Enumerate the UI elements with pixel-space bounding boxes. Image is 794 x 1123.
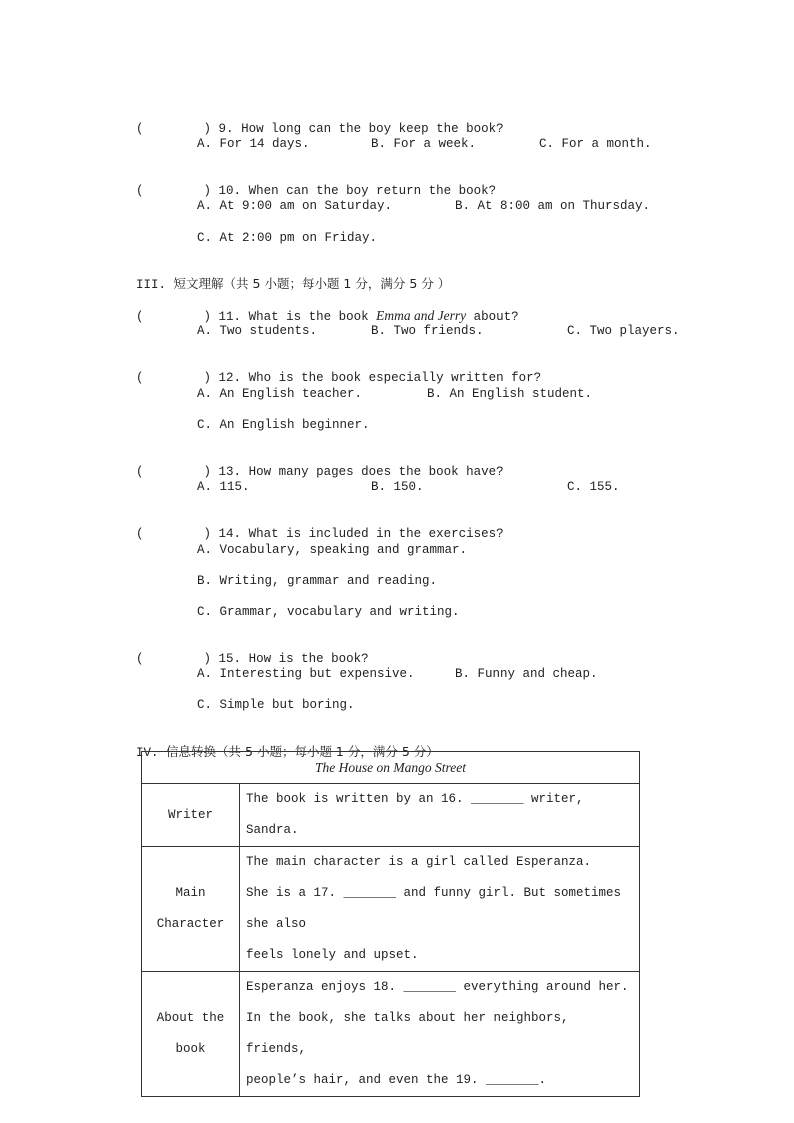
row-label bbox=[142, 784, 240, 847]
table-title-cell bbox=[142, 752, 640, 784]
row-content-line: people’s hair, and even the 19. _______. bbox=[246, 1073, 547, 1087]
question-number: 10. bbox=[218, 184, 242, 198]
row-label-text: book bbox=[175, 1042, 206, 1056]
answer-paren: ( ) bbox=[136, 652, 212, 666]
question-number: 12. bbox=[218, 371, 242, 385]
row-label-text: Writer bbox=[167, 807, 213, 822]
row-content-line: feels lonely and upset. bbox=[246, 948, 419, 962]
question-9 bbox=[121, 105, 504, 137]
question-text: What is included in the exercises? bbox=[248, 527, 504, 541]
row-content-line: She is a 17. _______ and funny girl. But sometimes she also bbox=[246, 886, 622, 931]
row-label bbox=[142, 847, 240, 972]
row-label bbox=[142, 972, 240, 1097]
option-c: C. 155. bbox=[567, 480, 620, 494]
answer-paren: ( ) bbox=[136, 184, 212, 198]
question-number: 9. bbox=[218, 122, 234, 136]
table-title: The House on Mango Street bbox=[315, 759, 466, 775]
answer-paren: ( ) bbox=[136, 527, 212, 541]
question-number: 11. bbox=[218, 310, 242, 324]
option-b: B. Two friends. bbox=[371, 324, 484, 338]
question-text: How long can the boy keep the book? bbox=[241, 122, 504, 136]
question-text: What is the book bbox=[248, 310, 369, 324]
option-b: B. For a week. bbox=[371, 137, 477, 151]
question-14 bbox=[121, 510, 504, 542]
answer-paren: ( ) bbox=[136, 465, 212, 479]
section-title: 短文理解（共 5 小题；每小题 1 分，满分 5 分 ） bbox=[173, 276, 451, 291]
option-a: A. 115. bbox=[197, 480, 250, 494]
answer-paren: ( ) bbox=[136, 310, 212, 324]
question-10 bbox=[121, 167, 496, 199]
option-c: C. At 2:00 pm on Friday. bbox=[197, 231, 378, 245]
option-a: A. Two students. bbox=[197, 324, 318, 338]
option-a: A. At 9:00 am on Saturday. bbox=[197, 199, 393, 213]
row-content bbox=[240, 972, 640, 1097]
row-label-text: About the bbox=[156, 1011, 225, 1025]
question-text-end: about? bbox=[473, 310, 519, 324]
question-number: 13. bbox=[218, 465, 242, 479]
table-row bbox=[142, 847, 640, 972]
question-12 bbox=[121, 354, 541, 386]
answer-paren: ( ) bbox=[136, 122, 212, 136]
question-number: 14. bbox=[218, 527, 242, 541]
option-c: C. An English beginner. bbox=[197, 418, 370, 432]
row-content-line: The main character is a girl called Esperanza. bbox=[246, 855, 592, 869]
question-text: When can the boy return the book? bbox=[248, 184, 497, 198]
row-label-text: Main bbox=[175, 886, 206, 900]
section-roman: III. bbox=[136, 278, 167, 292]
row-label-text: Character bbox=[156, 917, 225, 931]
question-text: How many pages does the book have? bbox=[248, 465, 504, 479]
question-text: How is the book? bbox=[248, 652, 369, 666]
row-content bbox=[240, 847, 640, 972]
question-11 bbox=[121, 292, 519, 325]
option-b: B. Funny and cheap. bbox=[455, 667, 598, 681]
row-content bbox=[240, 784, 640, 847]
option-c: C. Simple but boring. bbox=[197, 698, 355, 712]
option-c: C. Grammar, vocabulary and writing. bbox=[197, 605, 460, 619]
option-b: B. At 8:00 am on Thursday. bbox=[455, 199, 651, 213]
option-b: B. Writing, grammar and reading. bbox=[197, 574, 438, 588]
answer-paren: ( ) bbox=[136, 371, 212, 385]
option-a: A. Vocabulary, speaking and grammar. bbox=[197, 543, 468, 557]
option-a: A. An English teacher. bbox=[197, 387, 363, 401]
option-b: B. An English student. bbox=[427, 387, 593, 401]
info-table bbox=[141, 751, 640, 1097]
option-c: C. For a month. bbox=[539, 137, 652, 151]
option-a: A. For 14 days. bbox=[197, 137, 310, 151]
section-title: 信息转换（共 5 小题；每小题 1 分，满分 5 分） bbox=[166, 744, 439, 759]
option-a: A. Interesting but expensive. bbox=[197, 667, 415, 681]
row-content-line: The book is written by an 16. _______ writer, Sandra. bbox=[246, 792, 584, 837]
question-15 bbox=[121, 635, 369, 667]
question-13 bbox=[121, 448, 504, 480]
question-number: 15. bbox=[218, 652, 242, 666]
row-content-line: In the book, she talks about her neighbors, friends, bbox=[246, 1011, 569, 1056]
row-content-line: Esperanza enjoys 18. _______ everything around her. bbox=[246, 980, 629, 994]
section-roman: IV. bbox=[136, 746, 159, 760]
book-title: Emma and Jerry bbox=[376, 308, 467, 323]
table-title-row bbox=[142, 752, 640, 784]
option-b: B. 150. bbox=[371, 480, 424, 494]
question-text: Who is the book especially written for? bbox=[248, 371, 542, 385]
table-row bbox=[142, 972, 640, 1097]
section-header-3 bbox=[121, 260, 450, 293]
table-row bbox=[142, 784, 640, 847]
option-c: C. Two players. bbox=[567, 324, 680, 338]
